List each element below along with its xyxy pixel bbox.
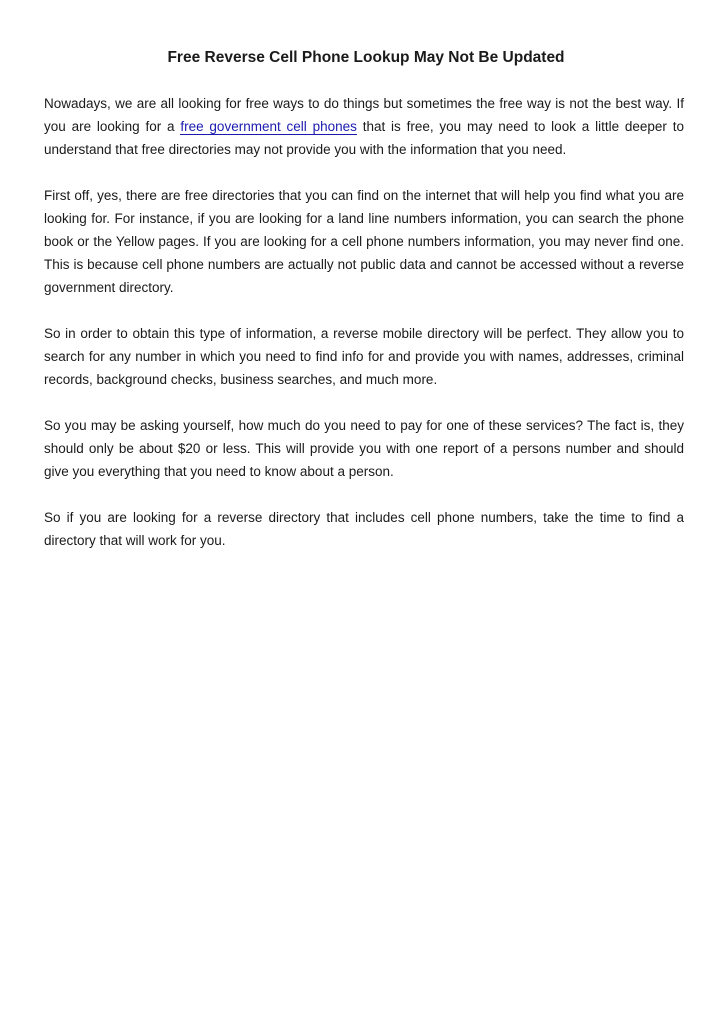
paragraph-intro (44, 92, 684, 161)
paragraph-reverse-mobile-directory: So in order to obtain this type of information, a reverse mobile directory will be perfect. They allow you to search for any number in which you need to find info for and provide you with names, addresses, criminal records, background checks, business searches, and much more. (44, 326, 684, 387)
free-government-cell-phones-link[interactable]: free government cell phones (180, 119, 357, 134)
paragraph-free-directories: First off, yes, there are free directories that you can find on the internet that will help you find what you are looking for. For instance, if you are looking for a land line numbers information, you can search the phone book or the Yellow pages. If you are looking for a cell phone numbers information, you may never find one. This is because cell phone numbers are actually not public data and cannot be accessed without a reverse government directory. (44, 188, 684, 295)
document-page (44, 46, 684, 575)
paragraph-pricing: So you may be asking yourself, how much do you need to pay for one of these services? The fact is, they should only be about $20 or less. This will provide you with one report of a persons number and should give you everything that you need to know about a person. (44, 418, 684, 479)
page-title: Free Reverse Cell Phone Lookup May Not Be Updated (167, 49, 565, 66)
paragraph-intro-text-before: Nowadays, we are all looking for free ways to do things but sometimes the free way is not the best way. If you are looking for a (44, 96, 684, 134)
paragraph-conclusion: So if you are looking for a reverse directory that includes cell phone numbers, take the time to find a directory that will work for you. (44, 510, 684, 548)
paragraph-intro-text-after: that is free, you may need to look a little deeper to understand that free directories may not provide you with the information that you need. (44, 119, 684, 157)
